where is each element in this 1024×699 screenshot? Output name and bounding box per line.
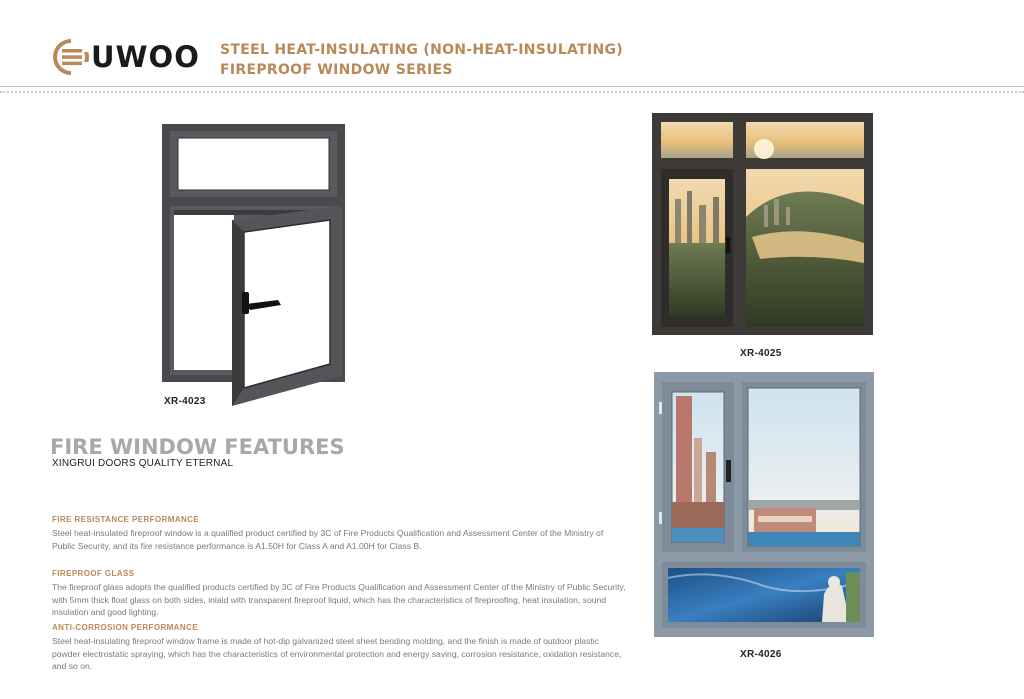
logo-e-mark-icon — [53, 39, 89, 75]
feature-text: The fireproof glass adopts the qualified products certified by 3C of Fire Products Qualification and Assessment Center of the Ministry of Public Security, with 5mm thick float glass on both sides, inlaid with transparent fireproof liquid, which has the characteristics of fireproofing, heat insulation, sound insulation and good lighting. — [52, 582, 626, 618]
brand-name: UWOO — [91, 40, 200, 74]
page-title — [220, 40, 623, 80]
header-divider — [0, 86, 1024, 87]
page-title-line-2: FIREPROOF WINDOW SERIES — [220, 62, 453, 78]
feature-anti-corrosion — [52, 623, 627, 673]
feature-fireproof-glass — [52, 569, 627, 619]
product-image-xr-4026 — [654, 372, 874, 637]
product-image-xr-4025 — [652, 113, 873, 335]
product-caption-xr-4025: XR-4025 — [740, 348, 782, 359]
features-subtitle: XINGRUI DOORS QUALITY ETERNAL — [52, 458, 234, 469]
product-image-xr-4023 — [160, 124, 348, 406]
feature-fire-resistance — [52, 515, 627, 552]
header-dotted-divider — [0, 91, 1024, 93]
product-caption-xr-4023: XR-4023 — [164, 396, 206, 407]
feature-text: Steel heat-insulating fireproof window frame is made of hot-dip galvanized steel sheet bending molding, and the finish is made of outdoor plastic powder electrostatic spraying, which has the characteristics of environmental protection and energy saving, corrosion resistance, oxidation resistance, and so on. — [52, 636, 622, 672]
feature-text: Steel heat-insulated fireproof window is a qualified product certified by 3C of Fire Products Qualification and Assessment Center of the Ministry of Public Security, and its fire resistance performance is A1.50H for Class A and A1.00H for Class B. — [52, 528, 604, 551]
page-title-line-1: STEEL HEAT-INSULATING (NON-HEAT-INSULATING) — [220, 42, 623, 58]
feature-heading: FIRE RESISTANCE PERFORMANCE — [52, 515, 200, 524]
feature-heading: FIREPROOF GLASS — [52, 569, 135, 578]
product-caption-xr-4026: XR-4026 — [740, 649, 782, 660]
features-title: FIRE WINDOW FEATURES — [50, 435, 345, 459]
brand-logo — [53, 39, 200, 75]
feature-heading: ANTI-CORROSION PERFORMANCE — [52, 623, 198, 632]
